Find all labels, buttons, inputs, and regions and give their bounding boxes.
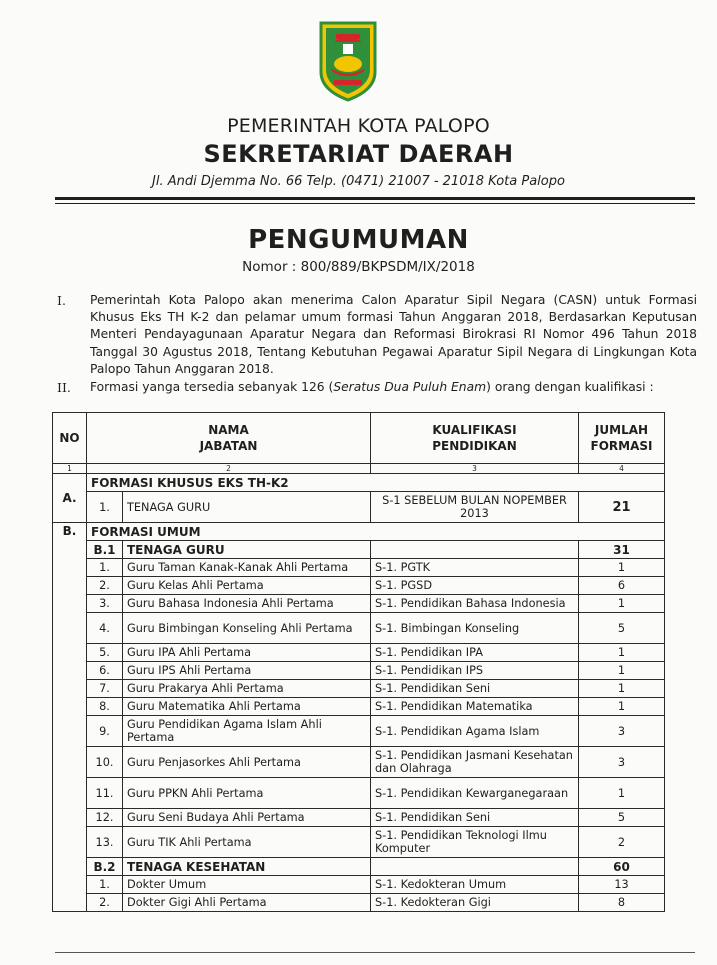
- paragraph-two-after: ) orang dengan kualifikasi :: [486, 380, 654, 394]
- row-kualifikasi: S-1. Pendidikan Bahasa Indonesia: [371, 595, 579, 613]
- paragraph-one-text: Pemerintah Kota Palopo akan menerima Calon Aparatur Sipil Negara (CASN) untuk Formasi Khusus Eks TH K-2 dan pelamar umum formasi Tahun Anggaran 2018, Berdasarkan Keputusan Menteri Pendayagunaan Aparatur Negara dan Reformasi Birokrasi RI Nomor 496 Tahun 2018 Tanggal 30 Agustus 2018, Tentang Kebutuhan Pegawai Aparatur Sipil Negara di Lingkungan Kota Palopo Tahun Anggaran 2018.: [90, 293, 697, 376]
- table-row: [53, 698, 665, 716]
- table-row: [53, 827, 665, 858]
- formasi-table: [52, 412, 665, 912]
- section-a-number: A.: [53, 474, 87, 523]
- section-a-row: [53, 474, 665, 492]
- subsection-b1-title: TENAGA GURU: [123, 541, 371, 559]
- row-jabatan: Guru Bimbingan Konseling Ahli Pertama: [123, 613, 371, 644]
- section-b-title: FORMASI UMUM: [87, 523, 665, 541]
- row-jabatan: Guru IPA Ahli Pertama: [123, 644, 371, 662]
- row-number: 1.: [87, 492, 123, 523]
- row-number: 2.: [87, 577, 123, 595]
- row-number: 1.: [87, 559, 123, 577]
- header-nama-jabatan: NAMA JABATAN: [87, 413, 371, 464]
- row-jumlah: 2: [579, 827, 665, 858]
- index-cell: 3: [371, 464, 579, 474]
- row-number: 5.: [87, 644, 123, 662]
- document-title: PENGUMUMAN: [248, 225, 469, 255]
- government-name: PEMERINTAH KOTA PALOPO: [227, 115, 490, 137]
- row-kualifikasi: S-1. Pendidikan Seni: [371, 809, 579, 827]
- subsection-b1-empty: [371, 541, 579, 559]
- row-number: 10.: [87, 747, 123, 778]
- row-jumlah: 21: [579, 492, 665, 523]
- row-number: 9.: [87, 716, 123, 747]
- row-kualifikasi: S-1. Pendidikan Agama Islam: [371, 716, 579, 747]
- subsection-b2-number: B.2: [87, 858, 123, 876]
- row-jumlah: 1: [579, 778, 665, 809]
- row-jabatan: Dokter Gigi Ahli Pertama: [123, 894, 371, 912]
- row-jabatan: TENAGA GURU: [123, 492, 371, 523]
- row-kualifikasi: S-1. Pendidikan Teknologi Ilmu Komputer: [371, 827, 579, 858]
- row-jabatan: Guru Pendidikan Agama Islam Ahli Pertama: [123, 716, 371, 747]
- row-number: 13.: [87, 827, 123, 858]
- row-jumlah: 5: [579, 613, 665, 644]
- table-row: [53, 595, 665, 613]
- table-row: [53, 577, 665, 595]
- subsection-b1-number: B.1: [87, 541, 123, 559]
- paragraph-one: [57, 292, 697, 378]
- subsection-b2-empty: [371, 858, 579, 876]
- table-row: [53, 716, 665, 747]
- row-jumlah: 8: [579, 894, 665, 912]
- row-jumlah: 3: [579, 716, 665, 747]
- letterhead-divider-thin: [55, 203, 695, 204]
- section-a-title: FORMASI KHUSUS EKS TH-K2: [87, 474, 665, 492]
- paragraph-two: [57, 379, 697, 396]
- row-kualifikasi: S-1. Pendidikan Kewarganegaraan: [371, 778, 579, 809]
- row-jabatan: Guru Bahasa Indonesia Ahli Pertama: [123, 595, 371, 613]
- row-jabatan: Guru PPKN Ahli Pertama: [123, 778, 371, 809]
- row-number: 11.: [87, 778, 123, 809]
- row-number: 7.: [87, 680, 123, 698]
- table-row: [53, 644, 665, 662]
- row-number: 6.: [87, 662, 123, 680]
- row-jumlah: 1: [579, 559, 665, 577]
- table-row: [53, 747, 665, 778]
- table-row: [53, 492, 665, 523]
- index-cell: 2: [87, 464, 371, 474]
- paragraph-two-italic: Seratus Dua Puluh Enam: [333, 380, 487, 394]
- row-jabatan: Guru Seni Budaya Ahli Pertama: [123, 809, 371, 827]
- table-row: [53, 778, 665, 809]
- index-cell: 1: [53, 464, 87, 474]
- kota-palopo-crest-icon: [318, 20, 378, 102]
- row-jumlah: 1: [579, 644, 665, 662]
- row-jabatan: Guru IPS Ahli Pertama: [123, 662, 371, 680]
- row-kualifikasi: S-1 SEBELUM BULAN NOPEMBER 2013: [371, 492, 579, 523]
- row-jumlah: 1: [579, 680, 665, 698]
- row-kualifikasi: S-1. Pendidikan Jasmani Kesehatan dan Olahraga: [371, 747, 579, 778]
- row-kualifikasi: S-1. PGSD: [371, 577, 579, 595]
- row-kualifikasi: S-1. Kedokteran Umum: [371, 876, 579, 894]
- row-jabatan: Guru Kelas Ahli Pertama: [123, 577, 371, 595]
- paragraph-two-number: II.: [57, 380, 71, 395]
- row-number: 8.: [87, 698, 123, 716]
- table-row: [53, 613, 665, 644]
- table-row: [53, 894, 665, 912]
- section-b-row: [53, 523, 665, 541]
- table-row: [53, 876, 665, 894]
- footer-divider: [55, 952, 695, 953]
- paragraph-one-number: I.: [57, 293, 66, 308]
- header-kualifikasi: KUALIFIKASI PENDIDIKAN: [371, 413, 579, 464]
- paragraph-two-before: Formasi yanga tersedia sebanyak 126 (: [90, 380, 334, 394]
- row-jabatan: Guru Prakarya Ahli Pertama: [123, 680, 371, 698]
- row-kualifikasi: S-1. Kedokteran Gigi: [371, 894, 579, 912]
- row-jabatan: Dokter Umum: [123, 876, 371, 894]
- row-jabatan: Guru Matematika Ahli Pertama: [123, 698, 371, 716]
- row-kualifikasi: S-1. Pendidikan Seni: [371, 680, 579, 698]
- row-jabatan: Guru Penjasorkes Ahli Pertama: [123, 747, 371, 778]
- row-jabatan: Guru Taman Kanak-Kanak Ahli Pertama: [123, 559, 371, 577]
- row-number: 3.: [87, 595, 123, 613]
- subsection-b1-row: [53, 541, 665, 559]
- table-row: [53, 559, 665, 577]
- table-header-row: [53, 413, 665, 464]
- letterhead-divider-thick: [55, 197, 695, 200]
- row-jabatan: Guru TIK Ahli Pertama: [123, 827, 371, 858]
- document-number: Nomor : 800/889/BKPSDM/IX/2018: [242, 259, 475, 275]
- header-no: NO: [53, 413, 87, 464]
- index-cell: 4: [579, 464, 665, 474]
- row-kualifikasi: S-1. Pendidikan IPA: [371, 644, 579, 662]
- row-jumlah: 1: [579, 662, 665, 680]
- office-address: Jl. Andi Djemma No. 66 Telp. (0471) 21007 - 21018 Kota Palopo: [152, 174, 565, 189]
- table-row: [53, 809, 665, 827]
- row-jumlah: 6: [579, 577, 665, 595]
- row-kualifikasi: S-1. PGTK: [371, 559, 579, 577]
- table-row: [53, 662, 665, 680]
- header-jumlah: JUMLAH FORMASI: [579, 413, 665, 464]
- row-jumlah: 5: [579, 809, 665, 827]
- row-number: 4.: [87, 613, 123, 644]
- row-kualifikasi: S-1. Bimbingan Konseling: [371, 613, 579, 644]
- subsection-b1-total: 31: [579, 541, 665, 559]
- office-name: SEKRETARIAT DAERAH: [203, 140, 514, 168]
- subsection-b2-total: 60: [579, 858, 665, 876]
- row-jumlah: 3: [579, 747, 665, 778]
- row-kualifikasi: S-1. Pendidikan Matematika: [371, 698, 579, 716]
- subsection-b2-title: TENAGA KESEHATAN: [123, 858, 371, 876]
- row-jumlah: 1: [579, 698, 665, 716]
- row-number: 1.: [87, 876, 123, 894]
- row-number: 2.: [87, 894, 123, 912]
- row-kualifikasi: S-1. Pendidikan IPS: [371, 662, 579, 680]
- paragraph-two-text: [90, 379, 697, 396]
- table-row: [53, 680, 665, 698]
- row-jumlah: 1: [579, 595, 665, 613]
- row-jumlah: 13: [579, 876, 665, 894]
- table-index-row: [53, 464, 665, 474]
- section-b-number: B.: [53, 523, 87, 912]
- subsection-b2-row: [53, 858, 665, 876]
- row-number: 12.: [87, 809, 123, 827]
